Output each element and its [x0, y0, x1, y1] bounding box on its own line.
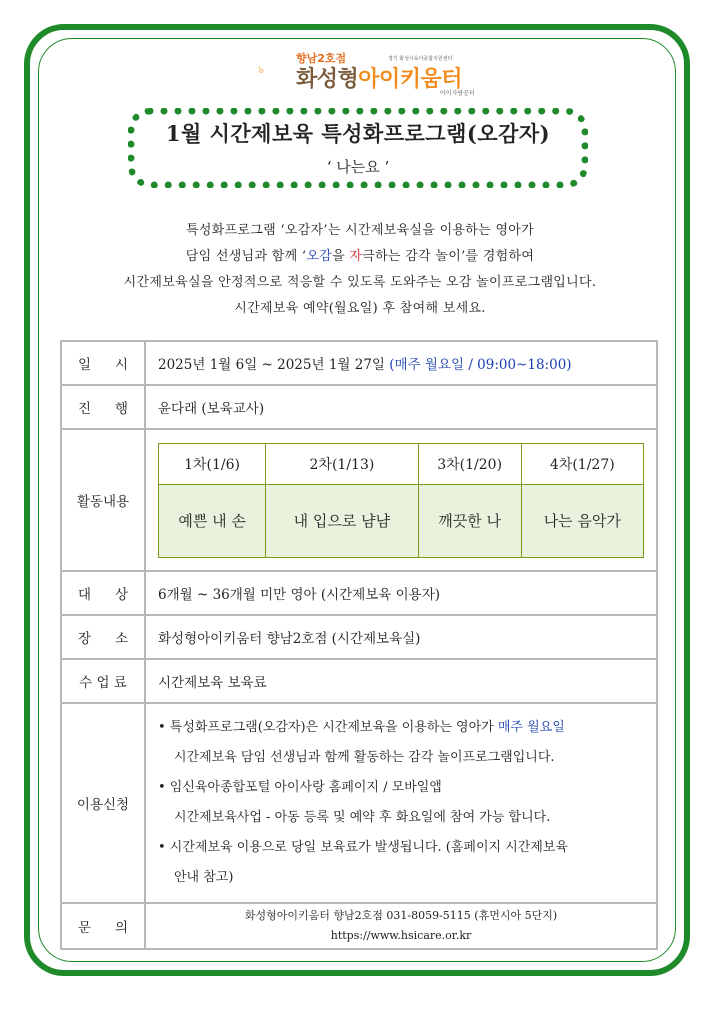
apply-bullet-1-cont: 시간제보육 담임 선생님과 함께 활동하는 감각 놀이프로그램입니다.	[174, 750, 555, 765]
label-date: 일 시	[61, 341, 145, 385]
value-date: 2025년 1월 6일 ~ 2025년 1월 27일 (매주 월요일 / 09:00~18:00)	[145, 341, 657, 385]
contact-url[interactable]: https://www.hsicare.or.kr	[330, 929, 472, 942]
row-place	[61, 615, 657, 659]
intro-line-1: 특성화프로그램 ‘오감자’는 시간제보육실을 이용하는 영아가	[185, 223, 535, 238]
value-target: 6개월 ~ 36개월 미만 영아 (시간제보육 이용자)	[145, 571, 657, 615]
schedule-head-4: 4차(1/27)	[521, 443, 643, 484]
schedule-body-4: 나는 음악가	[521, 484, 643, 557]
schedule-body-1: 예쁜 내 손	[159, 484, 266, 557]
label-fee: 수 업 료	[61, 659, 145, 703]
value-apply	[145, 703, 657, 903]
label-place: 장 소	[61, 615, 145, 659]
schedule-table	[158, 443, 644, 558]
row-contact	[61, 903, 657, 949]
row-date	[61, 341, 657, 385]
schedule-body-2: 내 입으로 냠냠	[266, 484, 419, 557]
label-activity: 활동내용	[61, 429, 145, 571]
label-host: 진 행	[61, 385, 145, 429]
logo-small-text: 아이자람공터	[440, 90, 475, 97]
schedule-body-3: 깨끗한 나	[418, 484, 521, 557]
row-apply	[61, 703, 657, 903]
logo-name: 화성형아이키움터	[296, 67, 463, 92]
intro-line-4: 시간제보육 예약(월요일) 후 참여해 보세요.	[234, 301, 486, 316]
value-fee: 시간제보육 보육료	[145, 659, 657, 703]
value-host: 윤다래 (보육교사)	[145, 385, 657, 429]
schedule-head-2: 2차(1/13)	[266, 443, 419, 484]
value-activity	[145, 429, 657, 571]
row-activity	[61, 429, 657, 571]
logo-branch: 향남2호점	[296, 52, 347, 65]
apply-bullet-2-cont: 시간제보육사업 - 아동 등록 및 예약 후 화요일에 참여 가능 합니다.	[174, 810, 551, 825]
row-fee	[61, 659, 657, 703]
apply-bullet-3-cont: 안내 참고)	[174, 870, 234, 885]
info-table	[60, 340, 658, 950]
row-host	[61, 385, 657, 429]
logo-mark	[258, 48, 298, 92]
value-contact	[145, 903, 657, 949]
label-contact: 문 의	[61, 903, 145, 949]
intro-line-2: 담임 선생님과 함께 ‘오감을 자극하는 감각 놀이’를 경험하여	[185, 249, 535, 264]
contact-line: 화성형아이키움터 향남2호점 031-8059-5115 (휴먼시아 5단지)	[244, 909, 558, 922]
label-target: 대 상	[61, 571, 145, 615]
apply-bullet-1: • 특성화프로그램(오감자)은 시간제보육을 이용하는 영아가 매주 월요일	[158, 720, 565, 735]
schedule-head-3: 3차(1/20)	[418, 443, 521, 484]
page-subtitle: ‘ 나는요 ’	[326, 158, 390, 176]
apply-bullet-2: • 임신육아종합포털 아이사랑 홈페이지 / 모바일앱	[158, 780, 442, 795]
logo-tagline: 경기 화성시육아종합지원센터	[388, 56, 453, 62]
label-apply: 이용신청	[61, 703, 145, 903]
intro-line-3: 시간제보육실을 안정적으로 적응할 수 있도록 도와주는 오감 놀이프로그램입니다.	[123, 275, 597, 290]
schedule-head-1: 1차(1/6)	[159, 443, 266, 484]
value-place: 화성형아이키움터 향남2호점 (시간제보육실)	[145, 615, 657, 659]
page-title: 1월 시간제보육 특성화프로그램(오감자)	[165, 121, 551, 146]
apply-bullet-3: • 시간제보육 이용으로 당일 보육료가 발생됩니다. (홈페이지 시간제보육	[158, 840, 568, 855]
intro-text	[60, 218, 660, 322]
row-target	[61, 571, 657, 615]
